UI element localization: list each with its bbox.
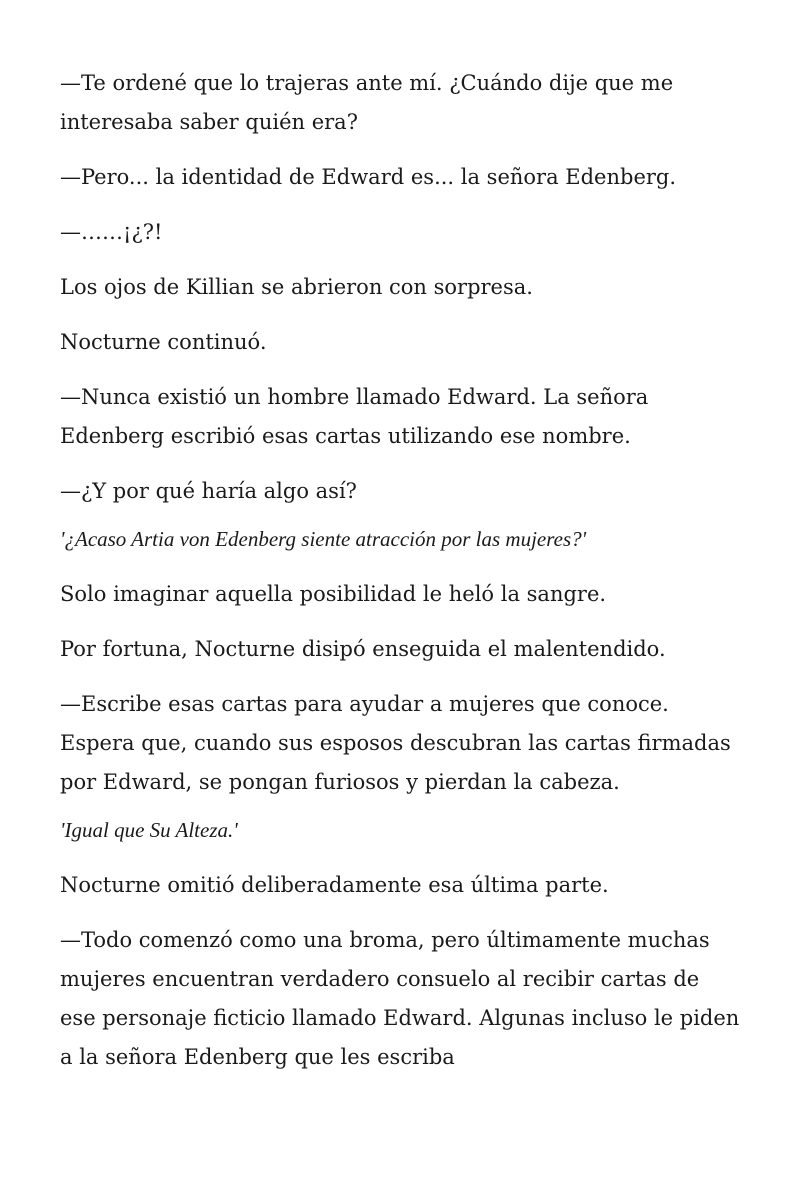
document-body: [60, 64, 740, 1093]
inner-thought: 'Igual que Su Alteza.': [60, 818, 238, 842]
paragraph: —Pero... la identidad de Edward es... la señora Edenberg.: [60, 165, 677, 189]
paragraph: Nocturne omitió deliberadamente esa última parte.: [60, 873, 609, 897]
paragraph: —Nunca existió un hombre llamado Edward. La señora Edenberg escribió esas cartas utilizando ese nombre.: [60, 385, 649, 448]
paragraph: —Escribe esas cartas para ayudar a mujeres que conoce. Espera que, cuando sus esposos descubran las cartas firmadas por Edward, se pongan furiosos y pierdan la cabeza.: [60, 692, 731, 794]
paragraph: Solo imaginar aquella posibilidad le heló la sangre.: [60, 582, 607, 606]
paragraph: —Te ordené que lo trajeras ante mí. ¿Cuándo dije que me interesaba saber quién era?: [60, 71, 674, 134]
paragraph: Los ojos de Killian se abrieron con sorpresa.: [60, 275, 533, 299]
paragraph: —¿Y por qué haría algo así?: [60, 479, 357, 503]
paragraph: Nocturne continuó.: [60, 330, 267, 354]
paragraph: Por fortuna, Nocturne disipó enseguida el malentendido.: [60, 637, 666, 661]
inner-thought: '¿Acaso Artia von Edenberg siente atracción por las mujeres?': [60, 527, 587, 551]
paragraph: —Todo comenzó como una broma, pero últimamente muchas mujeres encuentran verdadero consuelo al recibir cartas de ese personaje ficticio llamado Edward. Algunas incluso le piden a la señora Edenberg que les escriba: [60, 928, 740, 1069]
paragraph: —……¡¿?!: [60, 220, 163, 244]
